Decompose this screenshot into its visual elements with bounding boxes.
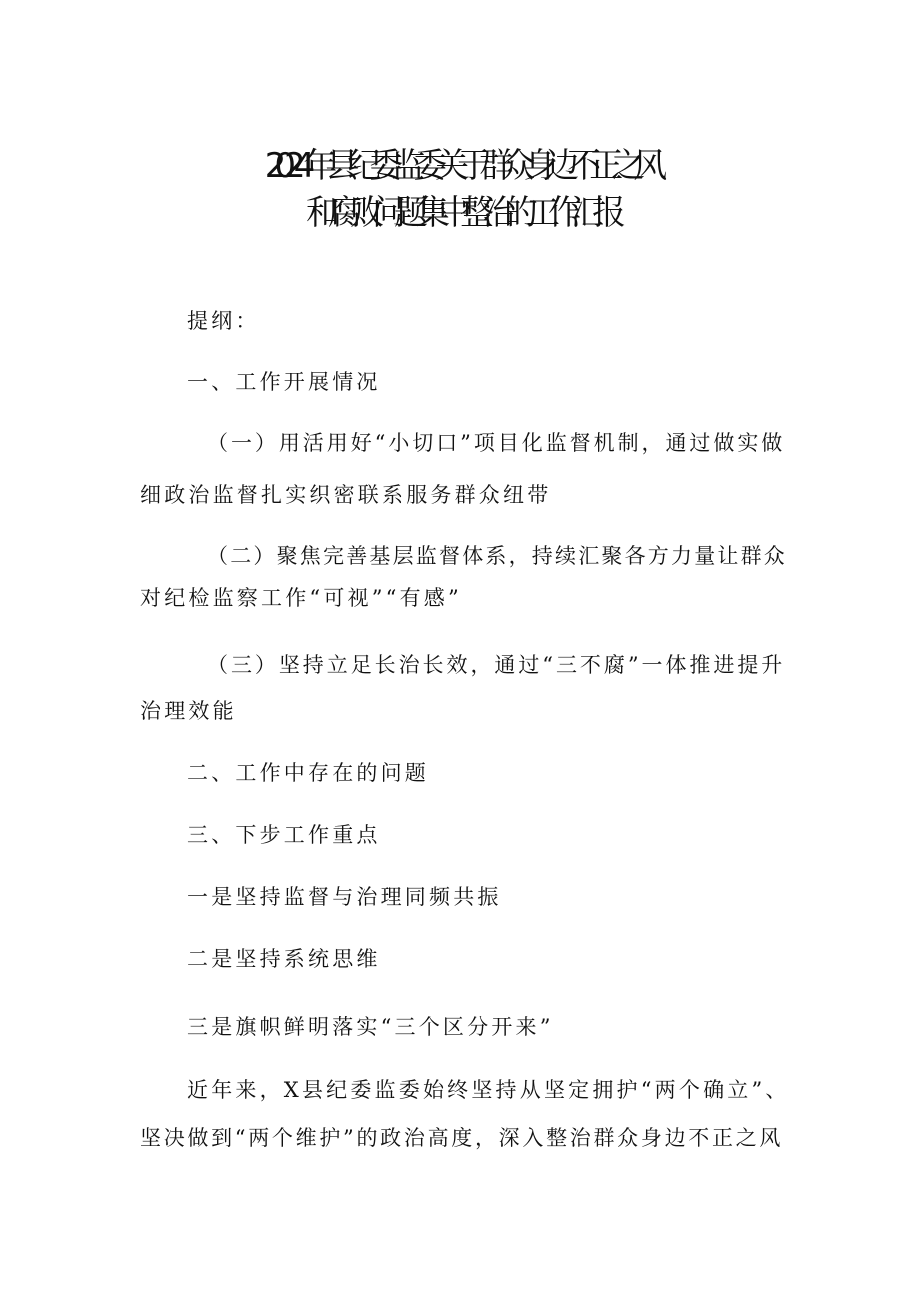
item-3-line-1: （三）坚持立足长治长效，通过“三不腐”一体推进提升 (207, 653, 786, 677)
section-3-heading: 三、下步工作重点 (187, 823, 381, 847)
section-1-heading: 一、工作开展情况 (187, 370, 381, 394)
body-paragraph-line-2: 坚决做到“两个维护”的政治高度，深入整治群众身边不正之风 (140, 1126, 784, 1150)
document-title-line-2: 和腐败问题集中整治的工作汇报 (306, 193, 614, 233)
item-3-line-2: 治理效能 (140, 699, 237, 723)
item-1-line-1: （一）用活用好“小切口”项目化监督机制，通过做实做 (207, 431, 786, 455)
point-2: 二是坚持系统思维 (187, 947, 381, 971)
section-2-heading: 二、工作中存在的问题 (187, 761, 429, 785)
item-1-line-2: 细政治监督扎实织密联系服务群众纽带 (140, 483, 552, 507)
document-title-line-1: 2024年县纪委监委关于群众身边不正之风 (264, 146, 656, 186)
item-2-line-1: （二）聚焦完善基层监督体系，持续汇聚各方力量让群众 (207, 544, 787, 568)
point-1: 一是坚持监督与治理同频共振 (187, 885, 502, 909)
body-paragraph-line-1: 近年来，X县纪委监委始终坚持从坚定拥护“两个确立”、 (187, 1078, 790, 1102)
item-2-line-2: 对纪检监察工作“可视”“有感” (140, 586, 462, 610)
outline-label: 提纲： (187, 309, 260, 333)
point-3: 三是旗帜鲜明落实“三个区分开来” (187, 1015, 554, 1039)
